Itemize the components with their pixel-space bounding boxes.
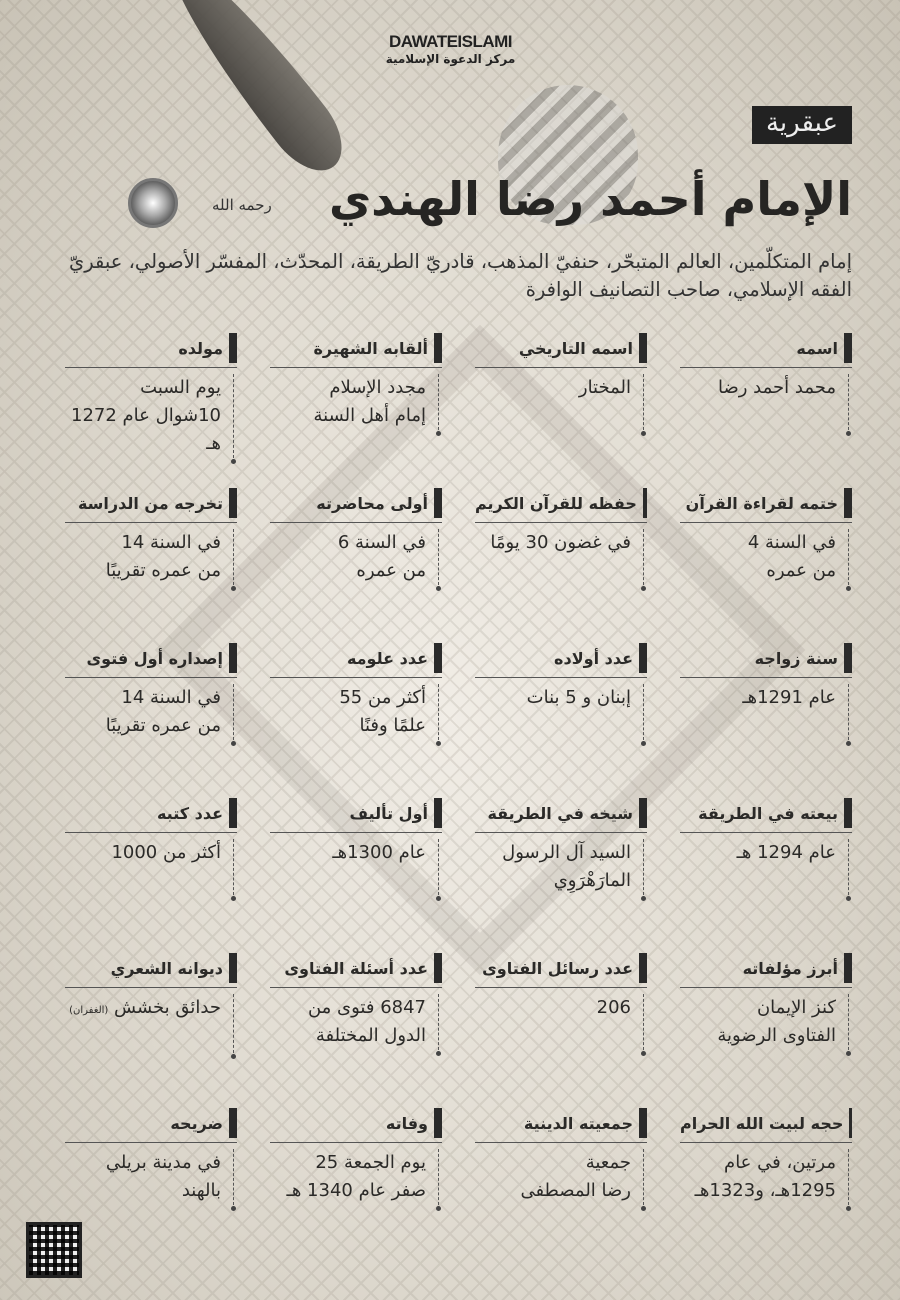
fact-body <box>461 684 644 740</box>
fact-line: يوم السبت <box>140 377 221 398</box>
fact-title: وفاته <box>385 1114 428 1133</box>
header-bar <box>434 488 442 518</box>
fact-header <box>680 800 852 833</box>
header-bar <box>229 953 237 983</box>
fact-line: 10شوال عام 1272 هـ <box>71 405 221 454</box>
fact-line <box>461 557 631 585</box>
fact-line: عام 1294 هـ <box>736 842 836 863</box>
fact-card <box>247 1110 442 1265</box>
header-bar <box>229 1108 237 1138</box>
header-bar <box>639 643 647 673</box>
header-bar <box>434 333 442 363</box>
fact-body <box>256 684 439 740</box>
fact-line: إمام أهل السنة <box>313 405 426 426</box>
fact-header <box>475 335 647 368</box>
fact-card <box>247 955 442 1110</box>
fact-body <box>461 994 644 1050</box>
fact-title: ديوانه الشعري <box>110 959 223 978</box>
fact-card <box>247 645 442 800</box>
header-bar <box>639 953 647 983</box>
fact-header <box>475 1110 647 1143</box>
fact-body <box>51 994 234 1053</box>
fact-title: عدد علومه <box>346 649 428 668</box>
fact-line: من عمره تقريبًا <box>105 560 221 581</box>
fact-card <box>42 335 237 490</box>
header-bar <box>434 953 442 983</box>
fact-title: اسمه <box>796 339 838 358</box>
fact-line: في السنة 14 <box>121 532 221 553</box>
fact-title: حجه لبيت الله الحرام <box>680 1114 844 1133</box>
fact-header <box>270 490 442 523</box>
fact-title: ختمه لقراءة القرآن <box>685 494 838 513</box>
fact-line: يوم الجمعة 25 <box>315 1152 426 1173</box>
fact-title: عدد أولاده <box>554 649 633 668</box>
fact-line: في السنة 4 <box>747 532 836 553</box>
fact-card <box>452 1110 647 1265</box>
header-bar <box>229 643 237 673</box>
header-bar <box>844 333 852 363</box>
fact-title: عدد كتبه <box>156 804 223 823</box>
header-bar <box>229 488 237 518</box>
fact-body <box>666 529 849 585</box>
fact-line: 6847 فتوى من <box>307 997 426 1018</box>
fact-card <box>657 1110 852 1265</box>
fact-title: مولده <box>178 339 223 358</box>
fact-card <box>657 490 852 645</box>
header-bar <box>844 643 852 673</box>
fact-line: رضا المصطفى <box>520 1180 631 1201</box>
fact-card <box>657 800 852 955</box>
fact-card <box>247 800 442 955</box>
fact-card <box>657 335 852 490</box>
fact-header <box>270 955 442 988</box>
header-bar <box>229 333 237 363</box>
logo-ar: مركز الدعوة الإسلامية <box>385 52 516 66</box>
category-tag: عبقرية <box>752 106 852 144</box>
fact-line <box>666 712 836 740</box>
fact-title: اسمه التاريخي <box>518 339 633 358</box>
header-bar <box>434 1108 442 1138</box>
fact-line: من عمره <box>356 560 426 581</box>
fact-title: أولى محاضرته <box>316 494 428 513</box>
fact-card <box>452 490 647 645</box>
fact-body <box>256 994 439 1050</box>
header-bar <box>434 643 442 673</box>
fact-title: بيعته في الطريقة <box>698 804 838 823</box>
fact-body <box>461 374 644 430</box>
fact-header <box>475 645 647 678</box>
honorific: رحمه الله <box>212 196 272 214</box>
fact-header <box>270 1110 442 1143</box>
fact-title: أول تأليف <box>349 804 428 823</box>
fact-line: كنز الإيمان <box>756 997 836 1018</box>
fact-title: تخرجه من الدراسة <box>77 494 223 513</box>
dawateislami-logo <box>378 32 523 66</box>
fact-line <box>51 1025 221 1053</box>
fact-body <box>666 374 849 430</box>
fact-header <box>65 1110 237 1143</box>
fact-card <box>42 800 237 955</box>
fact-header <box>475 955 647 988</box>
fact-body <box>666 839 849 895</box>
fact-line <box>666 402 836 430</box>
fact-line: المارَهْرَوِي <box>553 870 631 891</box>
fact-header <box>65 645 237 678</box>
fact-line: مجدد الإسلام <box>329 377 426 398</box>
fact-title: ضريحه <box>170 1114 223 1133</box>
fact-card <box>42 490 237 645</box>
fact-body <box>51 684 234 740</box>
fact-card <box>657 955 852 1110</box>
fact-header <box>270 645 442 678</box>
fact-title: أبرز مؤلفاته <box>742 959 838 978</box>
fact-header <box>680 645 852 678</box>
header-bar <box>639 333 647 363</box>
fact-header <box>680 490 852 523</box>
page-title: الإمام أحمد رضا الهندي <box>329 172 852 226</box>
fact-line: في مدينة بريلي <box>105 1152 221 1173</box>
fact-title: ألقابه الشهيرة <box>313 339 428 358</box>
fact-body <box>51 374 234 458</box>
fact-line: الفتاوى الرضوية <box>717 1025 836 1046</box>
fact-header <box>270 800 442 833</box>
fact-title: سنة زواجه <box>754 649 838 668</box>
fact-card <box>452 645 647 800</box>
fact-body <box>461 1149 644 1205</box>
fact-line: مرتين، في عام <box>724 1152 836 1173</box>
fact-body <box>256 839 439 895</box>
fact-line <box>461 712 631 740</box>
fact-header <box>475 800 647 833</box>
fact-line: الدول المختلفة <box>315 1025 426 1046</box>
fact-line-text: حدائق بخشش <box>114 997 221 1018</box>
fact-line: عام 1291هـ <box>742 687 836 708</box>
header-bar <box>844 488 852 518</box>
fact-line: بالهند <box>181 1180 221 1201</box>
fact-line: 206 <box>596 997 631 1018</box>
fact-body <box>666 684 849 740</box>
fact-line: عام 1300هـ <box>332 842 426 863</box>
fact-header <box>475 490 647 523</box>
fact-line <box>256 867 426 895</box>
fact-title: عدد رسائل الفتاوى <box>482 959 633 978</box>
logo-en: DAWATEISLAMI <box>388 32 513 51</box>
fact-line: المختار <box>578 377 631 398</box>
fact-line: من عمره <box>766 560 836 581</box>
fact-body <box>51 1149 234 1205</box>
header-bar <box>639 798 647 828</box>
fact-body <box>666 994 849 1050</box>
fact-title: إصداره أول فتوى <box>86 649 223 668</box>
fact-line <box>51 994 221 1025</box>
header-bar <box>844 953 852 983</box>
fact-body <box>461 839 644 895</box>
fact-body <box>51 529 234 585</box>
fact-line: صفر عام 1340 هـ <box>286 1180 426 1201</box>
fact-card <box>42 645 237 800</box>
header-bar <box>844 798 852 828</box>
qr-code[interactable] <box>26 1222 82 1278</box>
fact-line <box>51 867 221 895</box>
fact-line <box>666 867 836 895</box>
fact-header <box>680 955 852 988</box>
facts-grid <box>42 335 852 1265</box>
fact-header <box>65 955 237 988</box>
fact-line: جمعية <box>585 1152 631 1173</box>
fact-line: إبنان و 5 بنات <box>526 687 631 708</box>
fact-card <box>657 645 852 800</box>
fact-card <box>247 335 442 490</box>
fact-line: محمد أحمد رضا <box>717 377 836 398</box>
fact-line: أكثر من 55 <box>339 687 426 708</box>
fact-line: أكثر من 1000 <box>111 842 221 863</box>
fact-line <box>461 1022 631 1050</box>
fact-line: في السنة 6 <box>337 532 426 553</box>
header-bar <box>643 488 647 518</box>
fact-card <box>452 955 647 1110</box>
fact-line: 1295هـ، و1323هـ <box>694 1180 836 1201</box>
fact-body <box>666 1149 849 1205</box>
header-bar <box>639 1108 647 1138</box>
header-bar <box>229 798 237 828</box>
fact-title: جمعيته الدينية <box>523 1114 633 1133</box>
fact-body <box>256 374 439 430</box>
fact-card <box>247 490 442 645</box>
intro-text: إمام المتكلّمين، العالم المتبحّر، حنفيّ المذهب، قادريّ الطريقة، المحدّث، المفسّر الأصولي، عبقريّ الفقه الإسلامي، صاحب التصانيف الوافرة <box>68 250 852 301</box>
fact-title: حفظه للقرآن الكريم <box>475 494 637 513</box>
fact-body <box>461 529 644 585</box>
fact-header <box>680 335 852 368</box>
fact-body <box>51 839 234 895</box>
fact-line: علمًا وفنًا <box>359 715 426 736</box>
fact-line: من عمره تقريبًا <box>105 715 221 736</box>
header-bar <box>434 798 442 828</box>
fact-card <box>452 335 647 490</box>
fact-card <box>452 800 647 955</box>
fact-header <box>65 335 237 368</box>
fact-header <box>65 800 237 833</box>
fact-line: في غضون 30 يومًا <box>490 532 631 553</box>
fact-line: في السنة 14 <box>121 687 221 708</box>
header-bar <box>849 1108 852 1138</box>
fact-body <box>256 1149 439 1205</box>
fact-title: شيخه في الطريقة <box>487 804 633 823</box>
fact-line <box>461 402 631 430</box>
fact-header <box>680 1110 852 1143</box>
fact-header <box>65 490 237 523</box>
fact-body <box>256 529 439 585</box>
fact-line: السيد آل الرسول <box>502 842 631 863</box>
fact-note: (الغفران) <box>69 1005 109 1016</box>
fact-title: عدد أسئلة الفتاوى <box>284 959 428 978</box>
fact-header <box>270 335 442 368</box>
inkwell-icon <box>128 178 178 228</box>
fact-card <box>42 955 237 1110</box>
